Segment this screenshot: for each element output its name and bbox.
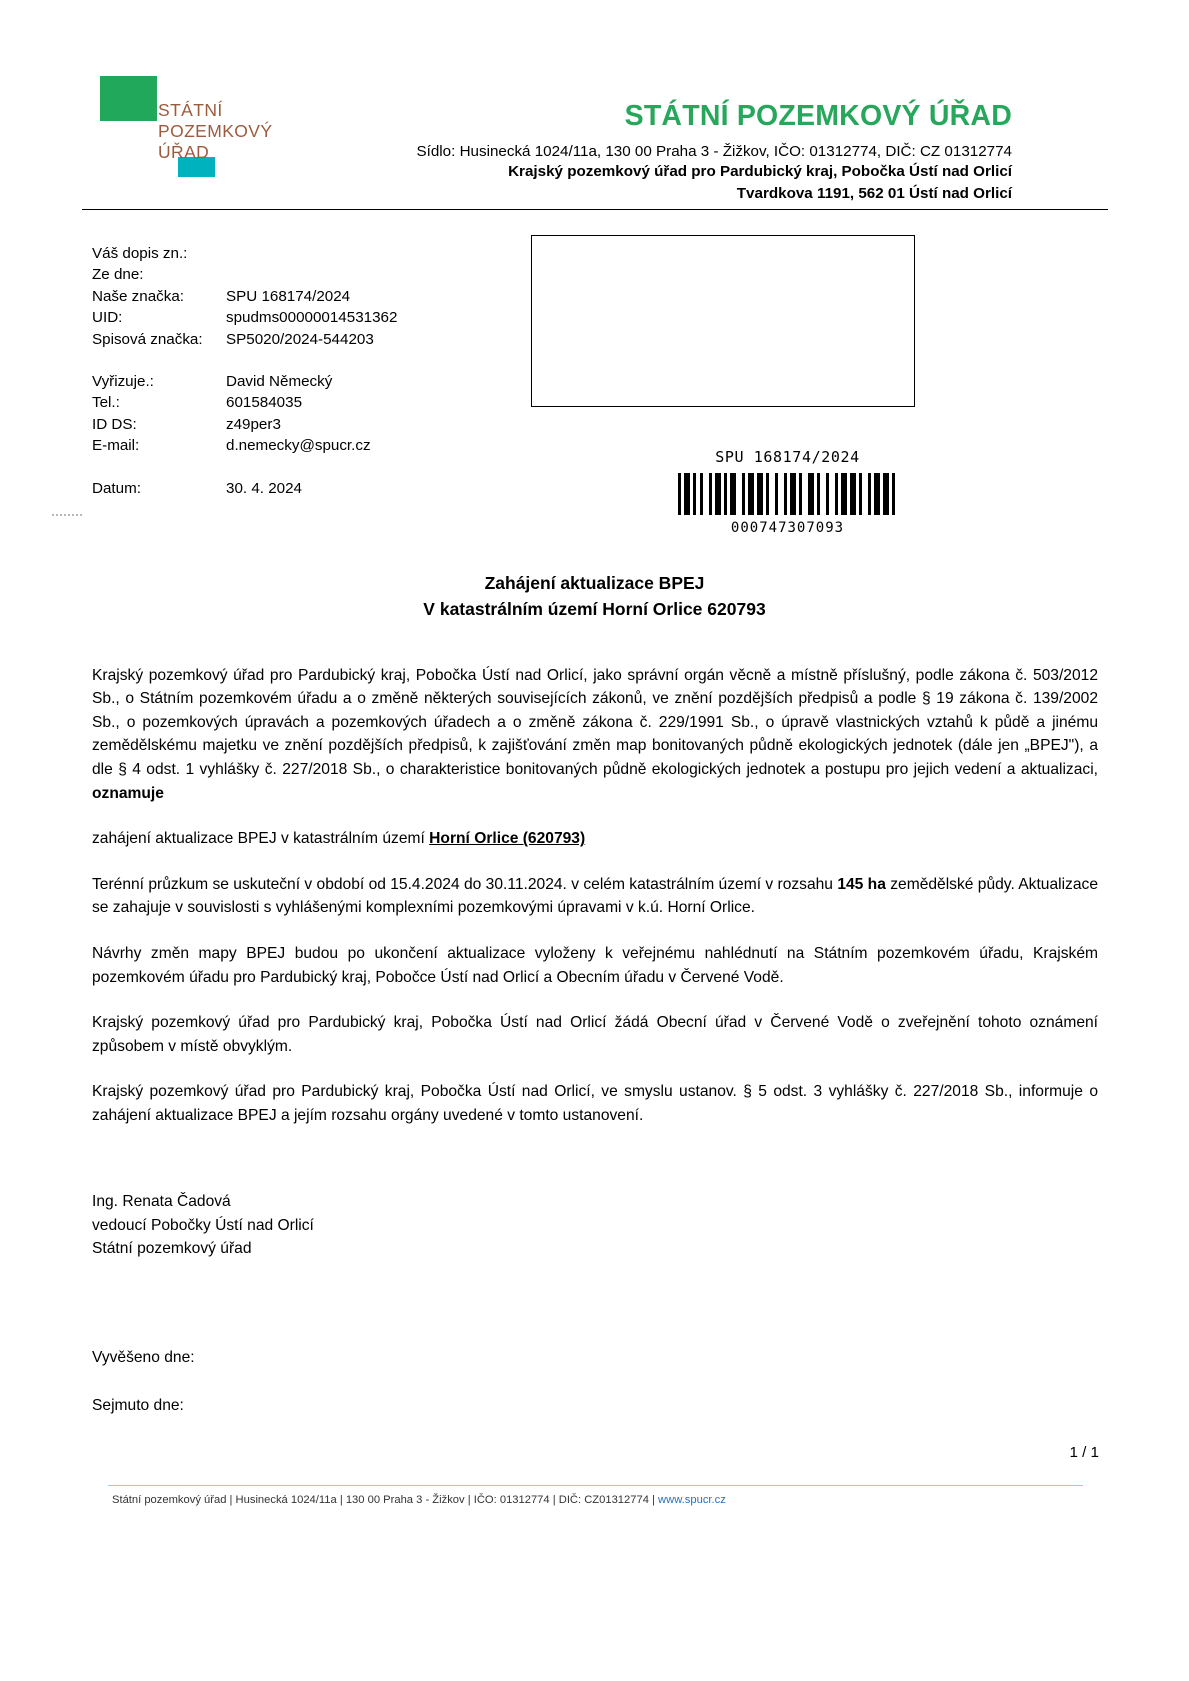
reference-label: ID DS: bbox=[92, 415, 137, 433]
document-header bbox=[0, 0, 1189, 212]
page-title-line2: V katastrálním území Horní Orlice 620793 bbox=[423, 599, 766, 619]
reference-label: E-mail: bbox=[92, 437, 140, 455]
reference-row bbox=[92, 243, 397, 264]
reference-row bbox=[92, 392, 397, 413]
email-value: d.nemecky@spucr.cz bbox=[226, 437, 371, 455]
reference-row bbox=[92, 286, 397, 307]
survey-area-size: 145 ha bbox=[837, 875, 886, 893]
removed-date-label: Sejmuto dne: bbox=[92, 1397, 184, 1414]
barcode-label: SPU 168174/2024 bbox=[715, 448, 860, 466]
paragraph-survey-period-text: Terénní průzkum se uskuteční v období od 15.4.2024 do 30.11.2024. v celém katastrálním území v rozsahu bbox=[92, 875, 838, 893]
reference-row bbox=[92, 414, 397, 435]
fold-mark bbox=[52, 514, 82, 518]
barcode-number: 000747307093 bbox=[730, 520, 845, 536]
footer-contact-info: Státní pozemkový úřad | Husinecká 1024/11a | 130 00 Praha 3 - Žižkov | IČO: 01312774 | DIČ: CZ01312774 | bbox=[112, 1494, 659, 1506]
paragraph-publication-request: Krajský pozemkový úřad pro Pardubický kraj, Pobočka Ústí nad Orlicí žádá Obecní úřad v Červené Vodě o zveřejnění tohoto oznámení způsobem v místě obvyklým. bbox=[92, 1014, 1098, 1055]
reference-value: 601584035 bbox=[226, 394, 303, 412]
page-title-line1: Zahájení aktualizace BPEJ bbox=[484, 573, 705, 593]
organization-title: STÁTNÍ POZEMKOVÝ ÚŘAD bbox=[624, 100, 1012, 132]
logo-wordmark bbox=[158, 100, 272, 163]
announce-keyword: oznamuje bbox=[92, 784, 164, 802]
spu-logo bbox=[100, 76, 273, 188]
reference-label: Ze dne: bbox=[92, 266, 144, 284]
reference-row bbox=[92, 371, 397, 392]
header-address-line-1: Sídlo: Husinecká 1024/11a, 130 00 Praha 3 - Žižkov, IČO: 01312774, DIČ: CZ 01312774 bbox=[416, 143, 1012, 160]
reference-label: Spisová značka: bbox=[92, 330, 203, 348]
reference-value: spudms00000014531362 bbox=[226, 309, 398, 327]
reference-label: UID: bbox=[92, 309, 123, 327]
page-number: 1 / 1 bbox=[1069, 1444, 1099, 1461]
signature-organization: Státní pozemkový úřad bbox=[92, 1240, 252, 1258]
reference-value: David Německý bbox=[226, 373, 333, 391]
reference-spacer bbox=[92, 457, 397, 478]
signature-name: Ing. Renata Čadová bbox=[92, 1193, 231, 1210]
reference-row bbox=[92, 329, 397, 350]
reference-row bbox=[92, 264, 397, 285]
logo-green-stem bbox=[100, 76, 132, 121]
date-row bbox=[92, 478, 397, 499]
paragraph-survey-period bbox=[92, 873, 1098, 920]
reference-label: Naše značka: bbox=[92, 287, 185, 305]
logo-wordmark-line2: POZEMKOVÝ bbox=[158, 121, 273, 141]
reference-row bbox=[92, 435, 397, 456]
document-body bbox=[92, 648, 1098, 1128]
reference-label: Vyřizuje.: bbox=[92, 373, 154, 391]
paragraph-legal-basis-text: Krajský pozemkový úřad pro Pardubický kraj, Pobočka Ústí nad Orlicí, jako správní orgán věcně a místně příslušný, podle zákona č. 503/2012 Sb., o Státním pozemkovém úřadu a o změně některých souvisejících zákonů, ve znění pozdějších předpisů a podle § 19 zákona č. 139/2002 Sb., o pozemkových úpravách a pozemkových úřadech a o změně zákona č. 229/1991 Sb., o úpravě vlastnických vztahů k půdě a jinému zemědělskému majetku ve znění pozdějších předpisů, k zajišťování změn map bonitovaných půdně ekologických jednotek (dále jen „BPEJ"), a dle § 4 odst. 1 vyhlášky č. 227/2018 Sb., o charakteristice bonitovaných půdně ekologických jednotek a postupu pro jejich vedení a aktualizaci, bbox=[92, 666, 1098, 778]
stamp-box bbox=[531, 235, 915, 407]
paragraph-notification-scope: Krajský pozemkový úřad pro Pardubický kraj, Pobočka Ústí nad Orlicí, ve smyslu ustanov. § 5 odst. 3 vyhlášky č. 227/2018 Sb., informuje o zahájení aktualizace BPEJ a jejím rozsahu orgány uvedené v tomto ustanovení. bbox=[92, 1083, 1098, 1124]
reference-label: Váš dopis zn.: bbox=[92, 245, 188, 262]
signature-block bbox=[92, 1190, 314, 1261]
reference-value: SP5020/2024-544203 bbox=[226, 330, 374, 348]
footer-text bbox=[112, 1494, 726, 1506]
cadastral-area-name: Horní Orlice (620793) bbox=[429, 830, 586, 848]
paragraph-public-inspection: Návrhy změn mapy BPEJ budou po ukončení aktualizace vyloženy k veřejnému nahlédnutí na Státním pozemkovém úřadu, Krajském pozemkovém úřadu pro Pardubický kraj, Pobočce Ústí nad Orlicí a Obecním úřadu v Červené Vodě. bbox=[92, 944, 1098, 986]
reference-row bbox=[92, 307, 397, 328]
reference-spacer bbox=[92, 350, 397, 371]
page-title bbox=[92, 570, 1097, 622]
date-value: 30. 4. 2024 bbox=[226, 479, 303, 497]
paragraph-cadastral-area-text: zahájení aktualizace BPEJ v katastrálním území bbox=[92, 830, 430, 848]
header-address-line-2: Krajský pozemkový úřad pro Pardubický kraj, Pobočka Ústí nad Orlicí bbox=[508, 163, 1012, 180]
reference-value: z49per3 bbox=[226, 415, 281, 433]
paragraph-legal-basis bbox=[92, 664, 1098, 806]
footer-website-link[interactable]: www.spucr.cz bbox=[658, 1494, 726, 1506]
signature-position: vedoucí Pobočky Ústí nad Orlicí bbox=[92, 1216, 314, 1234]
paragraph-cadastral-area bbox=[92, 827, 1098, 851]
barcode-area bbox=[660, 448, 915, 536]
logo-wordmark-line3: ÚŘAD bbox=[158, 142, 210, 162]
paragraph-survey-period-text-2: zemědělské půdy. Aktualizace se zahajuje v souvislosti s vyhlášenými komplexními pozemkovými úpravami v k.ú. Horní Orlice. bbox=[92, 875, 1098, 917]
footer-divider bbox=[108, 1485, 1083, 1486]
date-label: Datum: bbox=[92, 479, 141, 497]
barcode-image bbox=[678, 473, 897, 515]
reference-block bbox=[92, 243, 397, 499]
header-address-line-3: Tvardkova 1191, 562 01 Ústí nad Orlicí bbox=[736, 185, 1012, 202]
posted-date-label: Vyvěšeno dne: bbox=[92, 1349, 195, 1366]
reference-value: SPU 168174/2024 bbox=[226, 287, 351, 305]
reference-label: Tel.: bbox=[92, 394, 120, 412]
header-divider bbox=[82, 209, 1108, 210]
logo-wordmark-line1: STÁTNÍ bbox=[158, 100, 223, 120]
